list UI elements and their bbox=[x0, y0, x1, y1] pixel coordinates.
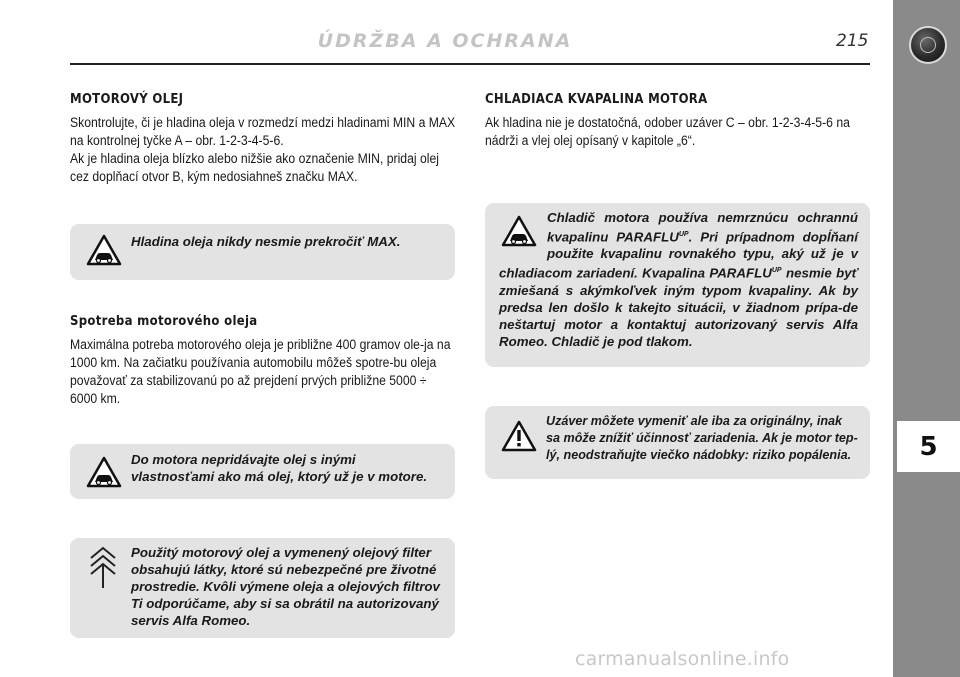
notice-max-text: Hladina oleja nikdy nesmie prekročiť MAX. bbox=[131, 234, 401, 249]
notice-coolant bbox=[485, 203, 870, 367]
notice-cap-text: Uzáver môžete vymeniť ale iba za originálny, inak sa môže znížiť účinnosť zariadenia. Ak je motor tep-lý, neodstraňujte viečko nádobky: riziko popálenia. bbox=[546, 414, 858, 462]
notice-oil-mixing bbox=[70, 444, 455, 499]
coolant-paragraph: Ak hladina nie je dostatočná, odober uzáver C – obr. 1-2-3-4-5-6 na nádrži a vlej olej opísaný v kapitole „6“. bbox=[485, 115, 850, 149]
watermark: carmanualsonline.info bbox=[575, 648, 790, 670]
notice-oil-mixing-text: Do motora nepridávajte olej s inými vlastnosťami ako má olej, ktorý už je v motore. bbox=[131, 452, 428, 484]
paraflu-superscript: UP bbox=[771, 267, 782, 275]
page-number: 215 bbox=[836, 31, 869, 51]
chapter-title: ÚDRŽBA A OCHRANA bbox=[317, 30, 573, 52]
coolant-text-part-2: . Pri prípadnom dopĺňaní použite kvapalinu rovnakého typu, aký už je v chladiacom zariadení. Kvapalina PARAFLU bbox=[499, 229, 858, 281]
motor-oil-paragraph-2: Ak je hladina oleja blízko alebo nižšie ako označenie MIN, pridaj olej cez doplňací otvor B, kým nedosiahneš značku MAX. bbox=[70, 151, 439, 185]
oil-consumption-paragraph: Maximálna potreba motorového oleja je približne 400 gramov ole-ja na 1000 km. Na začiatku používania automobilu môžeš spotre-bu oleja považovať za stabilizovanú po až prejdení prvých približne 5000 ÷ 6000 km. bbox=[70, 337, 451, 407]
notice-environment bbox=[70, 538, 455, 638]
notice-cap bbox=[485, 406, 870, 479]
coolant-text-part-1: Chladič motora používa nemrznúcu ochrannú kvapalinu PARAFLU bbox=[547, 210, 858, 245]
car-warning-icon bbox=[86, 234, 122, 266]
coolant-text-part-3: nesmie byť zmiešaná s akýmkoľvek iným typom kvapaliny. Ak by predsa len došlo k takejto situácii, v žiadnom prípa-de neštartuj motor a kontaktuj autorizovaný servis Alfa Romeo. Chladič je pod tlakom. bbox=[499, 265, 858, 349]
environment-icon bbox=[88, 546, 118, 590]
brand-logo bbox=[909, 26, 947, 64]
icon-spacer bbox=[485, 209, 547, 261]
coolant-heading: CHLADIACA KVAPALINA MOTORA bbox=[485, 92, 708, 107]
motor-oil-heading: MOTOROVÝ OLEJ bbox=[70, 92, 184, 107]
logo-emblem bbox=[920, 37, 936, 53]
chapter-number: 5 bbox=[897, 421, 960, 472]
motor-oil-paragraph-1: Skontrolujte, či je hladina oleja v rozmedzí medzi hladinami MIN a MAX na kontrolnej tyčke A – obr. 1-2-3-4-5-6. bbox=[70, 115, 456, 149]
header-rule bbox=[70, 63, 870, 65]
oil-consumption-heading: Spotreba motorového oleja bbox=[70, 314, 258, 329]
warning-triangle-icon bbox=[501, 420, 537, 452]
oil-consumption-section bbox=[70, 314, 455, 408]
motor-oil-section bbox=[70, 92, 455, 186]
notice-coolant-body bbox=[485, 209, 870, 359]
paraflu-superscript: UP bbox=[678, 231, 689, 238]
coolant-section bbox=[485, 92, 870, 150]
car-warning-icon bbox=[86, 456, 122, 488]
side-tab bbox=[893, 0, 960, 677]
notice-max-level bbox=[70, 224, 455, 280]
notice-environment-text: Použitý motorový olej a vymenený olejový filter obsahujú látky, ktoré sú nebezpečné pre životné prostredie. Kvôli výmene oleja a olejových filtrov Ti odporúčame, aby si sa obrátil na autorizovaný servis Alfa Romeo. bbox=[131, 545, 440, 628]
